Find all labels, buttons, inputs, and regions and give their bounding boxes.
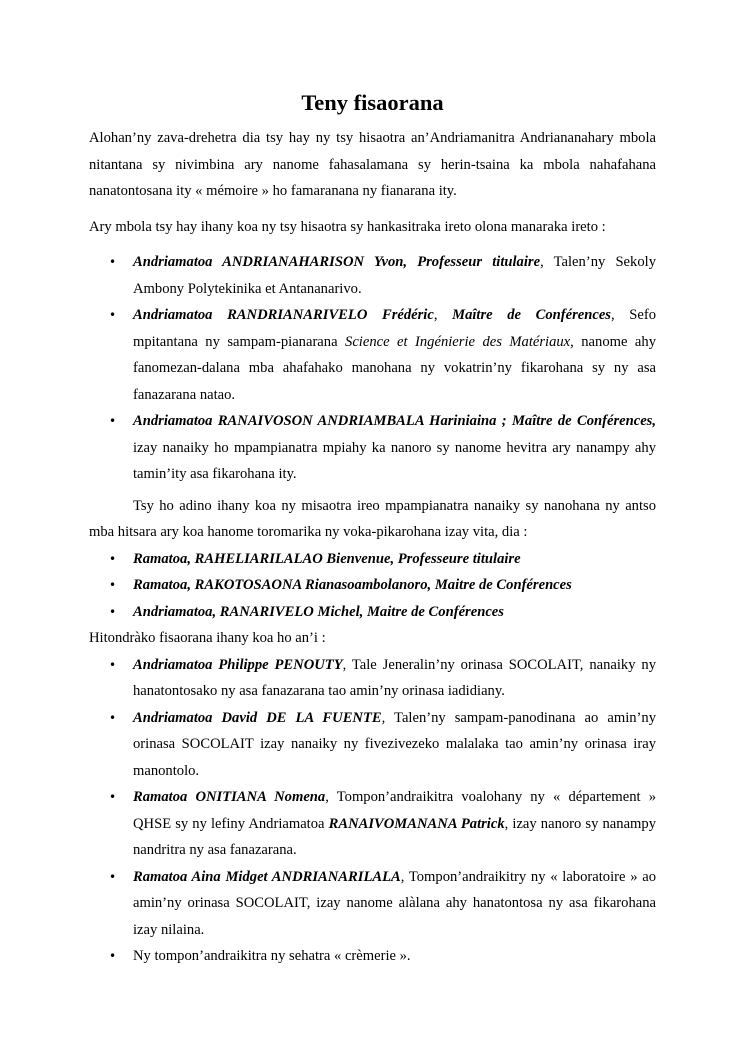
separator-text: , (433, 307, 453, 323)
person-role: , Sefo mpitantana ny sampam-pianarana (133, 307, 656, 350)
list-item (89, 784, 656, 864)
person-name: Ramatoa Aina Midget ANDRIANARILALA (133, 868, 401, 885)
page-title: Teny fisaorana (301, 90, 444, 115)
person-name: Andriamatoa RANDRIANARIVELO Frédéric (133, 307, 434, 323)
person-name: Andriamatoa Philippe PENOUTY (133, 656, 343, 673)
jury-member: Ramatoa, RAHELIARILALAO Bienvenue, Professeure titulaire (133, 550, 521, 567)
person-role-end: , nanome ahy fanomezan-dalana mba ahafahako manohana ny vokatrin’ny fikarohana sy ny asa fanazarana natao. (133, 333, 656, 403)
person-name: Andriamatoa David DE LA FUENTE (133, 709, 382, 726)
department-name: Science et Ingénierie des Matériaux (345, 333, 571, 350)
person-name: Andriamatoa ANDRIANAHARISON Yvon, Professeur titulaire (133, 254, 541, 270)
person-title: Maître de Conférences (452, 307, 611, 323)
person-role: , Tompon’andraikitra voalohany ny « département » QHSE sy ny lefiny Andriamatoa (133, 789, 657, 832)
person-name-2: RANAIVOMANANA Patrick (328, 815, 505, 832)
list-item (89, 864, 656, 944)
list-item (89, 652, 656, 705)
person-role: , Talen’ny sampam-panodinana ao amin’ny orinasa SOCOLAIT izay nanaiky ny fivezivezeko malalaka tao amin’ny orinasa iray manontolo. (133, 709, 656, 779)
jury-member: Andriamatoa, RANARIVELO Michel, Maitre de Conférences (133, 603, 504, 620)
list-item (89, 943, 656, 970)
person-role-end: , izay nanoro sy nanampy nandritra ny asa fanazarana. (133, 815, 656, 858)
document-body (89, 125, 656, 970)
company-list (89, 652, 656, 970)
company-thanks-paragraph: Hitondràko fisaorana ihany koa ho an’i : (89, 630, 326, 646)
thanks-paragraph: Ary mbola tsy hay ihany koa ny tsy hisaotra sy hankasitraka ireto olona manaraka ireto : (89, 218, 606, 235)
list-item (89, 408, 656, 488)
list-item (89, 249, 656, 302)
supervisors-list (89, 249, 656, 488)
person-role: , Tale Jeneralin’ny orinasa SOCOLAIT, nanaiky ny hanatontosako ny asa fanazarana tao amin’ny orinasa iadidiany. (133, 656, 656, 699)
person-name: Ramatoa ONITIANA Nomena (133, 789, 326, 805)
person-name: Andriamatoa RANAIVOSON ANDRIAMBALA Hariniaina ; Maître de Conférences, (133, 413, 656, 429)
list-item (89, 599, 656, 626)
intro-paragraph: Alohan’ny zava-drehetra dia tsy hay ny tsy hisaotra an’Andriamanitra Andriananahary mbola nitantana sy nivimbina ary nanome fahasalamana sy herin-tsaina ka mbola nahafahana nanatontosana ity « mémoire » ho famaranana ny fianarana ity. (89, 130, 656, 199)
list-item (89, 302, 656, 408)
list-item (89, 546, 656, 573)
jury-list (89, 546, 656, 626)
list-item (89, 705, 656, 785)
jury-member: Ramatoa, RAKOTOSAONA Rianasoambolanoro, Maitre de Conférences (133, 577, 572, 593)
person-role: , Tompon’andraikitry ny « laboratoire » ao amin’ny orinasa SOCOLAIT, izay nanome alàlana ahy hanatontosa ny asa fikarohana izay nilaina. (133, 868, 657, 938)
list-item-text: Ny tompon’andraikitra ny sehatra « crèmerie ». (133, 948, 411, 964)
person-role: , Talen’ny Sekoly Ambony Polytekinika et Antananarivo. (133, 254, 656, 297)
list-item (89, 572, 656, 599)
jury-paragraph: Tsy ho adino ihany koa ny misaotra ireo mpampianatra nanaiky sy nanohana ny antso mba hitsara ary koa hanome toromarika ny voka-pikarohana izay vita, dia : (89, 497, 656, 540)
person-role: izay nanaiky ho mpampianatra mpiahy ka nanoro sy nanome hevitra ary nanampy ahy tamin’ity asa fikarohana ity. (133, 439, 656, 482)
